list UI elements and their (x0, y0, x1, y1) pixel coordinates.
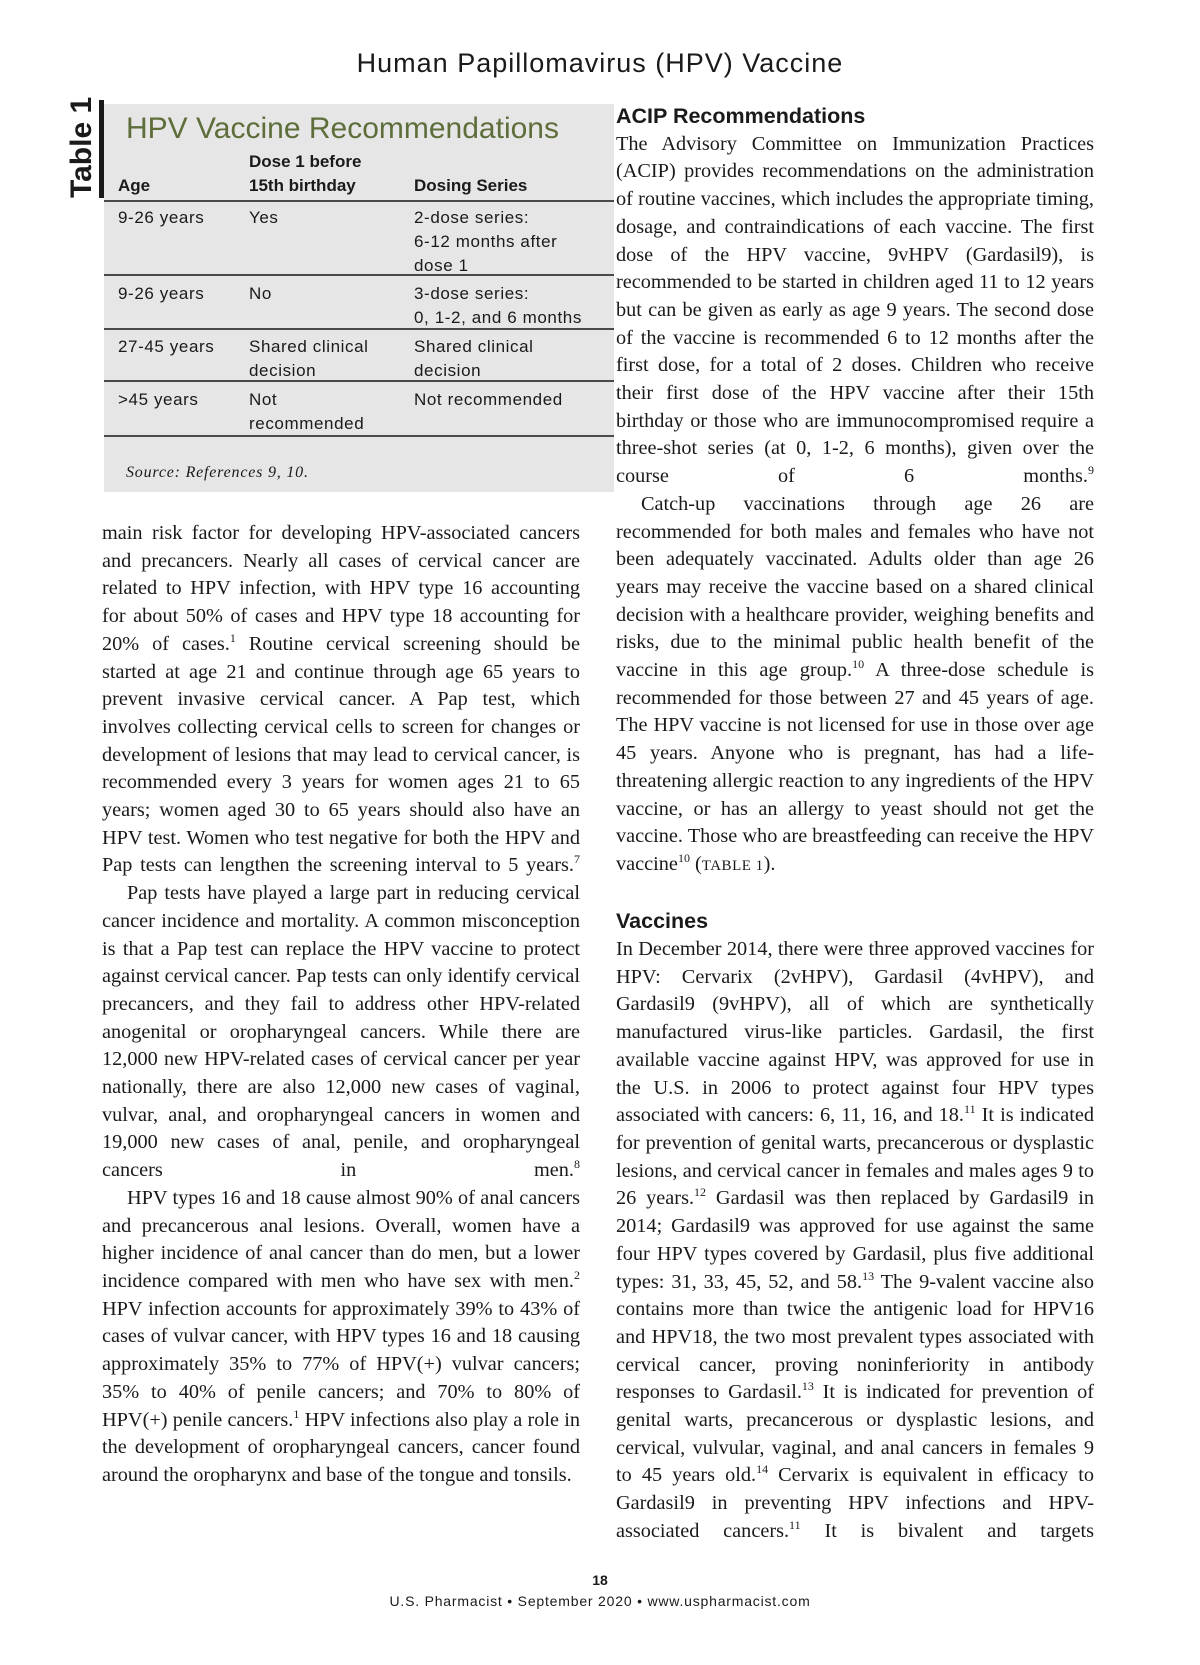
header-age: Age (118, 176, 151, 195)
running-head: Human Papillomavirus (HPV) Vaccine (356, 48, 844, 78)
table-reference: TABLE 1 (701, 857, 764, 874)
row4-series: Not recommended (414, 390, 563, 409)
row1-age: 9-26 years (118, 208, 205, 227)
row3-rule (104, 380, 614, 382)
citation: 12 (694, 1185, 707, 1200)
header-dosing-series: Dosing Series (414, 176, 528, 195)
citation: 10 (677, 851, 690, 866)
acip-paragraph-1: The Advisory Committee on Immunization Practices (ACIP) provides recommendations on the administration of routine vaccines, which includes the appropriate timing, dosage, and contraindications of each vaccine. The first dose of the HPV vaccine, 9vHPV (Gardasil9), is recommended to be started in children aged 11 to 12 years but can be given as early as age 9 years. The second dose of the vaccine is recommended 6 to 12 months after the first dose, for a total of 2 doses. Children who receive their first dose of the HPV vaccine after their 15th birthday or those who are immunocompromised require a three-shot series (at 0, 1-2, 6 months), given over the course of 6 months.$^9$ (616, 132, 1094, 488)
acip-heading: ACIP Recommendations (616, 104, 866, 128)
left-paragraph-2: Pap tests have played a large part in reducing cervical cancer incidence and mortality. A common misconception is that a Pap test can replace the HPV vaccine to protect against cervical cancer. Pap tests can only identify cervical precancers, and they fail to address other HPV-related anogenital or oropharyngeal cancers. While there are 12,000 new HPV-related cases of cervical cancer per year nationally, there are also 12,000 new cases of vaginal, vulvar, anal, and oropharyngeal cancers in women and 19,000 new cases of anal, penile, and oropharyngeal cancers in men.$^8$ (102, 882, 580, 1182)
row4-age: >45 years (118, 390, 199, 409)
table-title: HPV Vaccine Recommendations (126, 112, 559, 145)
row2-dose1: No (249, 284, 272, 303)
citation: 14 (756, 1462, 769, 1477)
citation: 11 (789, 1518, 801, 1533)
acip-paragraph-2: Catch-up vaccinations through age 26 are recommended for both males and females who have not been adequately vaccinated. Adults older than age 26 years may receive the vaccine based on a shared clinical decision with a healthcare provider, weighing benefits and risks, due to the minimal public health benefit of the vaccine in this age group.$^{10}$ A three-dose schedule is recommended for those between 27 and 45 years of age. The HPV vaccine is not licensed for use in those over age 45 years. Anyone who is pregnant, has had a life-threatening allergic reaction to any ingredients of the HPV vaccine, or has an allergy to yeast should not get the vaccine. Those who are breastfeeding can receive the HPV vaccine$^{10}$ (TABLE 1). (616, 492, 1094, 875)
row2-series: 3-dose series: 0, 1-2, and 6 months (414, 284, 582, 327)
table-source: Source: References 9, 10. (126, 464, 309, 481)
row3-age: 27-45 years (118, 337, 215, 356)
header-dose1: Dose 1 before 15th birthday (249, 152, 362, 195)
row4-dose1: Not recommended (249, 390, 365, 433)
citation: 1 (293, 1406, 300, 1421)
left-paragraph-3: HPV types 16 and 18 cause almost 90% of anal cancers and precancerous anal lesions. Overall, women have a higher incidence of anal cancer than do men, but a lower incidence compared with men who have sex with men.$^2$ HPV infection accounts for approximately 39% to 43% of cases of vulvar cancer, with HPV types 16 and 18 causing approximately 35% to 77% of HPV(+) vulvar cancers; 35% to 40% of penile cancers; and 70% to 80% of HPV(+) penile cancers.$^1$ HPV infections also play a role in the development of oropharyngeal cancers, cancer found around the oropharynx and base of the tongue and tonsils. (102, 1186, 581, 1486)
citation: 13 (862, 1268, 875, 1283)
row2-age: 9-26 years (118, 284, 205, 303)
right-column (616, 103, 1094, 1546)
citation: 10 (852, 657, 865, 672)
section-gap (616, 881, 1094, 909)
row1-dose1: Yes (249, 208, 279, 227)
header-rule (104, 200, 614, 202)
citation: 11 (964, 1102, 976, 1117)
citation: 13 (801, 1379, 814, 1394)
recommendations-table (104, 104, 614, 492)
citation: 7 (574, 852, 580, 867)
left-column (102, 520, 580, 1490)
citation: 8 (574, 1157, 580, 1172)
citation: 2 (574, 1268, 580, 1283)
row1-rule (104, 274, 614, 276)
row3-series: Shared clinical decision (414, 337, 534, 380)
citation: 1 (229, 631, 236, 646)
table-tab-label: Table 1 (65, 96, 98, 198)
table-tab (62, 96, 104, 198)
left-paragraph-1: main risk factor for developing HPV-associated cancers and precancers. Nearly all cases of cervical cancer are related to HPV infection, with HPV type 16 accounting for about 50% of cases and HPV type 18 accounting for 20% of cases.$^1$ Routine cervical screening should be started at age 21 and continue through age 65 years to prevent invasive cervical cancer. A Pap test, which involves collecting cervical cells to screen for changes or development of lesions that may lead to cervical cancer, is recommended every 3 years for women ages 21 to 65 years; women aged 30 to 65 years should also have an HPV test. Women who test negative for both the HPV and Pap tests can lengthen the screening interval to 5 years.$^7$ (102, 522, 580, 877)
row2-rule (104, 328, 614, 330)
vaccines-heading: Vaccines (616, 909, 709, 934)
footer-line: U.S. Pharmacist • September 2020 • www.uspharmacist.com (389, 1593, 811, 1609)
vaccines-paragraph-1: In December 2014, there were three approved vaccines for HPV: Cervarix (2vHPV), Gardasil (4vHPV), and Gardasil9 (9vHPV), all of which are synthetically manufactured virus-like particles. Gardasil, the first available vaccine against HPV, was approved for use in the U.S. in 2006 to protect against four HPV types associated with cancers: 6, 11, 16, and 18.11 It is indicated for prevention of genital warts, precancerous or dysplastic lesions, and cervical cancer in females and males ages 9 to 26 years.$^{12}$ Gardasil was then replaced by Gardasil9 in 2014; Gardasil9 was approved for use against the same four HPV types covered by Gardasil, plus five additional types: 31, 33, 45, 52, and 58.13 The 9-valent vaccine also contains more than twice the antigenic load for HPV16 and HPV18, the two most prevalent types associated with cervical cancer, proving noninferiority in antibody responses to Gardasil.$^{13}$ It is indicated for prevention of genital warts, precancerous or dysplastic lesions, and cervical, vulvular, vaginal, and anal cancers in females 9 to 45 years old.$^{14}$ Cervarix is equivalent in efficacy to Gardasil9 in preventing HPV infections and HPV-associated cancers.$^{11}$ It is bivalent and targets (616, 938, 1094, 1542)
row3-dose1: Shared clinical decision (249, 337, 369, 380)
row4-rule (104, 435, 614, 437)
page-number: 18 (592, 1572, 608, 1588)
citation: 9 (1088, 463, 1094, 478)
row1-series: 2-dose series: 6-12 months after dose 1 (414, 208, 558, 275)
